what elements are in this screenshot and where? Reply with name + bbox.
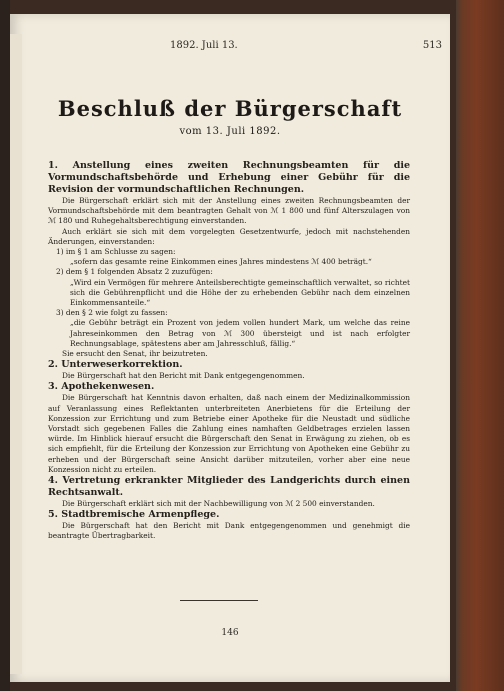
header-date: 1892. Juli 13.	[170, 40, 238, 51]
section-3-heading: 3. Apothekenwesen.	[48, 381, 155, 393]
closing-rule	[180, 600, 258, 601]
section-3-paragraph: Die Bürgerschaft hat Kenntnis davon erhalten, daß nach einem der Medizinalkommission auf Veranlassung eines Reflektanten unterbreiteten Anerbietens für die Erteilung der Konzession zur Errichtung und zum Betriebe einer Apotheke für die Neustadt und südliche Vorstadt sich gegebenen Falles die Zahlung eines namhaften Geldbetrages erzielen lassen würde. Im Hinblick hierauf ersucht die Bürgerschaft den Senat in Erwägung zu ziehen, ob es sich empfiehlt, für die Erteilung der Konzession zur Errichtung von Apotheken eine Gebühr zu erheben und der Bürgerschaft seine Ansicht darüber mitzuteilen, vorher aber eine neue Konzession nicht zu erteilen.	[48, 393, 410, 474]
section-1-item-1: 1) im § 1 am Schlusse zu sagen:	[56, 247, 176, 257]
section-1-item-2: 2) dem § 1 folgenden Absatz 2 zuzufügen:	[56, 267, 213, 277]
header-page-number: 513	[422, 40, 442, 51]
folio-number: 146	[221, 628, 239, 638]
section-2-paragraph: Die Bürgerschaft hat den Bericht mit Dank entgegengenommen.	[62, 371, 305, 381]
section-1-paragraph-3: Sie ersucht den Senat, ihr beizutreten.	[62, 349, 208, 359]
section-4-heading: 4. Vertretung erkrankter Mitglieder des Landgerichts durch einen Rechtsanwalt.	[48, 475, 410, 499]
section-1-heading: 1. Anstellung eines zweiten Rechnungsbeamten für die Vormundschaftsbehörde und Erhebung einer Gebühr für die Revision der vormundschaftlichen Rechnungen.	[48, 160, 410, 195]
document-page	[10, 14, 450, 682]
section-2-heading: 2. Unterweserkorrektion.	[48, 359, 183, 371]
section-1-paragraph-1: Die Bürgerschaft erklärt sich mit der Anstellung eines zweiten Rechnungsbeamten der Vormundschaftsbehörde mit dem beantragten Gehalt von ℳ 1 800 und fünf Alterszulagen von ℳ 180 und Ruhegehaltsberechtigung einverstanden.	[48, 196, 410, 226]
section-1-quote-3: „die Gebühr beträgt ein Prozent von jedem vollen hundert Mark, um welche das reine Jahreseinkommen den Betrag von ℳ 300 übersteigt und ist nach erfolgter Rechnungsablage, spätestens aber am Jahresschluß, fällig.“	[70, 318, 410, 348]
book-spine	[0, 0, 10, 691]
section-1-quote-1: „sofern das gesamte reine Einkommen eines Jahres mindestens ℳ 400 beträgt.“	[70, 257, 372, 267]
section-1-paragraph-2: Auch erklärt sie sich mit dem vorgelegten Gesetzentwurfe, jedoch mit nachstehenden Änderungen, einverstanden:	[48, 226, 410, 246]
book-cover-edge	[456, 0, 504, 691]
document-body	[48, 160, 410, 542]
section-1-quote-2: „Wird ein Vermögen für mehrere Anteilsberechtigte gemeinschaftlich verwaltet, so richtet sich die Gebührenpflicht und die Höhe der zu erhebenden Gebühr nach dem einzelnen Einkommensanteile.“	[70, 277, 410, 308]
section-1-item-3: 3) den § 2 wie folgt zu fassen:	[56, 308, 168, 318]
section-5-heading: 5. Stadtbremische Armenpflege.	[48, 509, 220, 521]
section-5-paragraph: Die Bürgerschaft hat den Bericht mit Dank entgegengenommen und genehmigt die beantragte Übertragbarkeit.	[48, 521, 410, 541]
page-subtitle: vom 13. Juli 1892.	[179, 126, 281, 137]
page-title: Beschluß der Bürgerschaft	[57, 96, 403, 121]
section-4-paragraph: Die Bürgerschaft erklärt sich mit der Nachbewilligung von ℳ 2 500 einverstanden.	[62, 499, 375, 509]
